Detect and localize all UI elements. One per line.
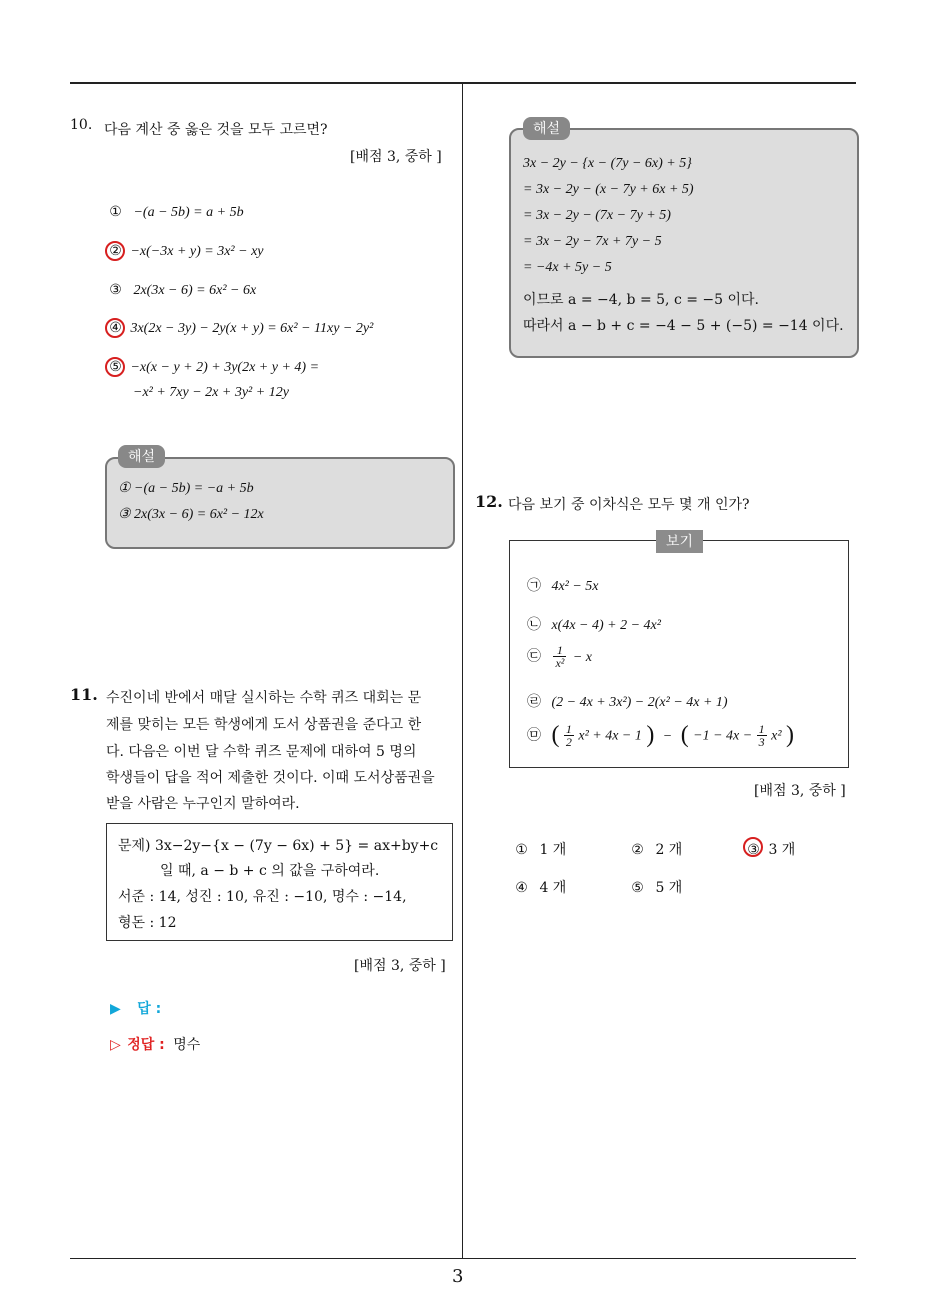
q12-item-5: ㉤ ( $\frac{1}{2}$ x² + 4x − 1 ) − ( −1 − 4x − $\frac{1}{3}$ x² ) [527, 722, 794, 749]
q12-item-4-expr: (2 − 4x + 3x²) − 2(x² − 4x + 1) [551, 695, 728, 710]
q10-option-3-mark: ③ [109, 282, 122, 298]
q11-explanation-line-3: = 3x − 2y − (7x − 7y + 5) [523, 208, 671, 223]
q12-choice-4[interactable]: ④ 4 개 [515, 880, 567, 896]
q10-option-4[interactable] [108, 320, 373, 337]
q12-item-5-mark: ㉤ [527, 727, 541, 744]
q12-choice-3[interactable]: ③ 3 개 [747, 842, 796, 858]
q12-item-1 [527, 575, 599, 595]
q10-option-5-selected-ring [105, 357, 125, 377]
q11-explanation-line-2: = 3x − 2y − (x − 7y + 6x + 5) [523, 182, 694, 197]
q11-explanation-line-7: 따라서 a − b + c = −4 − 5 + (−5) = −14 이다. [523, 318, 844, 334]
bottom-rule [70, 1258, 856, 1259]
q12-item-5-fraction-1: $\frac{1}{2}$ [565, 722, 572, 749]
column-divider [462, 83, 463, 1259]
q11-number: 11. [70, 685, 98, 704]
q12-item-4-mark: ㉣ [527, 694, 541, 710]
q11-correct-value: 명수 [173, 1037, 201, 1053]
q12-item-4 [527, 691, 728, 711]
q10-option-5-expr: −x(x − y + 2) + 3y(2x + y + 4) = [130, 360, 320, 375]
q12-item-1-expr: 4x² − 5x [551, 579, 599, 594]
answer-arrow-icon: ▶ [110, 1001, 121, 1017]
q10-option-2-mark: ② [109, 243, 122, 259]
q10-option-1-mark: ① [109, 204, 122, 220]
top-rule [70, 82, 856, 84]
q11-answer-row[interactable] [110, 998, 161, 1018]
q10-option-3[interactable] [108, 282, 256, 299]
q11-problem-line-2: 일 때, a − b + c 의 값을 구하여라. [160, 863, 380, 879]
q12-item-2-mark: ㉡ [527, 617, 541, 633]
q12-item-2 [527, 614, 661, 634]
q12-item-3-mark: ㉢ [527, 648, 541, 665]
q10-option-2[interactable] [108, 243, 264, 260]
q10-option-5[interactable] [108, 359, 319, 376]
q10-explanation-line-2: ③ 2x(3x − 6) = 6x² − 12x [118, 507, 264, 522]
q10-option-4-selected-ring [105, 318, 125, 338]
q11-explanation-line-4: = 3x − 2y − 7x + 7y − 5 [523, 234, 662, 249]
q10-text: 다음 계산 중 옳은 것을 모두 고르면? [104, 122, 328, 138]
q11-text-line-2: 제를 맞히는 모든 학생에게 도서 상품권을 준다고 한 [106, 717, 422, 733]
q10-option-2-selected-ring [105, 241, 125, 261]
q10-option-4-expr: 3x(2x − 3y) − 2y(x + y) = 6x² − 11xy − 2y² [130, 321, 374, 336]
q10-option-3-expr: 2x(3x − 6) = 6x² − 6x [133, 283, 257, 298]
q12-item-5-fraction-2: $\frac{1}{3}$ [758, 722, 765, 749]
q11-answer-label: 답 : [137, 1001, 162, 1017]
q11-text-line-1: 수진이네 반에서 매달 실시하는 수학 퀴즈 대회는 문 [106, 690, 422, 706]
q10-explanation-tag: 해설 [118, 445, 165, 468]
q10-explanation-box [105, 457, 455, 549]
q12-item-3-fraction: $\frac{1}{\text{x²}}$ [555, 643, 565, 670]
q11-explanation-line-1: 3x − 2y − {x − (7y − 6x) + 5} [523, 156, 692, 171]
q12-choice-5[interactable]: ⑤ 5 개 [631, 880, 683, 896]
q11-explanation-tag: 해설 [523, 117, 570, 140]
q12-number: 12. [475, 492, 503, 511]
q10-option-5-expr-line2: −x² + 7xy − 2x + 3y² + 12y [133, 385, 289, 400]
q12-bogi-tag: 보기 [656, 530, 703, 553]
q11-explanation-line-5: = −4x + 5y − 5 [523, 260, 612, 275]
q11-text-line-3: 다. 다음은 이번 달 수학 퀴즈 문제에 대하여 5 명의 [106, 744, 417, 760]
q10-option-2-expr: −x(−3x + y) = 3x² − xy [130, 244, 264, 259]
q10-option-5-mark: ⑤ [109, 359, 122, 375]
q10-number: 10. [70, 117, 93, 133]
q11-meta: [배점 3, 중하 ] [354, 958, 446, 974]
q11-explanation-line-6: 이므로 a = −4, b = 5, c = −5 이다. [523, 292, 759, 308]
q10-option-4-mark: ④ [109, 320, 122, 336]
q11-problem-line-4: 형돈 : 12 [118, 915, 177, 931]
q11-problem-line-3: 서준 : 14, 성진 : 10, 유진 : −10, 명수 : −14, [118, 889, 407, 905]
q12-item-2-expr: x(4x − 4) + 2 − 4x² [551, 618, 661, 633]
page-number: 3 [452, 1266, 464, 1287]
q12-choice-3-selected-ring [743, 837, 763, 857]
q12-choice-2[interactable]: ② 2 개 [631, 842, 683, 858]
q12-text: 다음 보기 중 이차식은 모두 몇 개 인가? [508, 497, 750, 513]
q10-meta: [배점 3, 중하 ] [350, 149, 442, 165]
q12-choice-1[interactable]: ① 1 개 [515, 842, 567, 858]
q11-correct-row [110, 1034, 200, 1054]
correct-arrow-icon: ▷ [110, 1037, 121, 1053]
q10-option-1-expr: −(a − 5b) = a + 5b [133, 205, 244, 220]
q10-explanation-line-1: ① −(a − 5b) = −a + 5b [118, 481, 254, 496]
q10-option-1[interactable] [108, 204, 244, 221]
q11-text-line-5: 받을 사람은 누구인지 말하여라. [106, 796, 300, 812]
q12-item-3-rest: − x [572, 649, 593, 665]
q12-meta: [배점 3, 중하 ] [754, 783, 846, 799]
q11-text-line-4: 학생들이 답을 적어 제출한 것이다. 이때 도서상품권을 [106, 770, 435, 786]
q11-problem-line-1: 문제) 3x−2y−{x − (7y − 6x) + 5} = ax+by+c [118, 838, 439, 854]
q11-correct-label: 정답 : [127, 1037, 165, 1053]
q12-item-1-mark: ㉠ [527, 578, 541, 594]
q12-item-3 [527, 644, 592, 669]
